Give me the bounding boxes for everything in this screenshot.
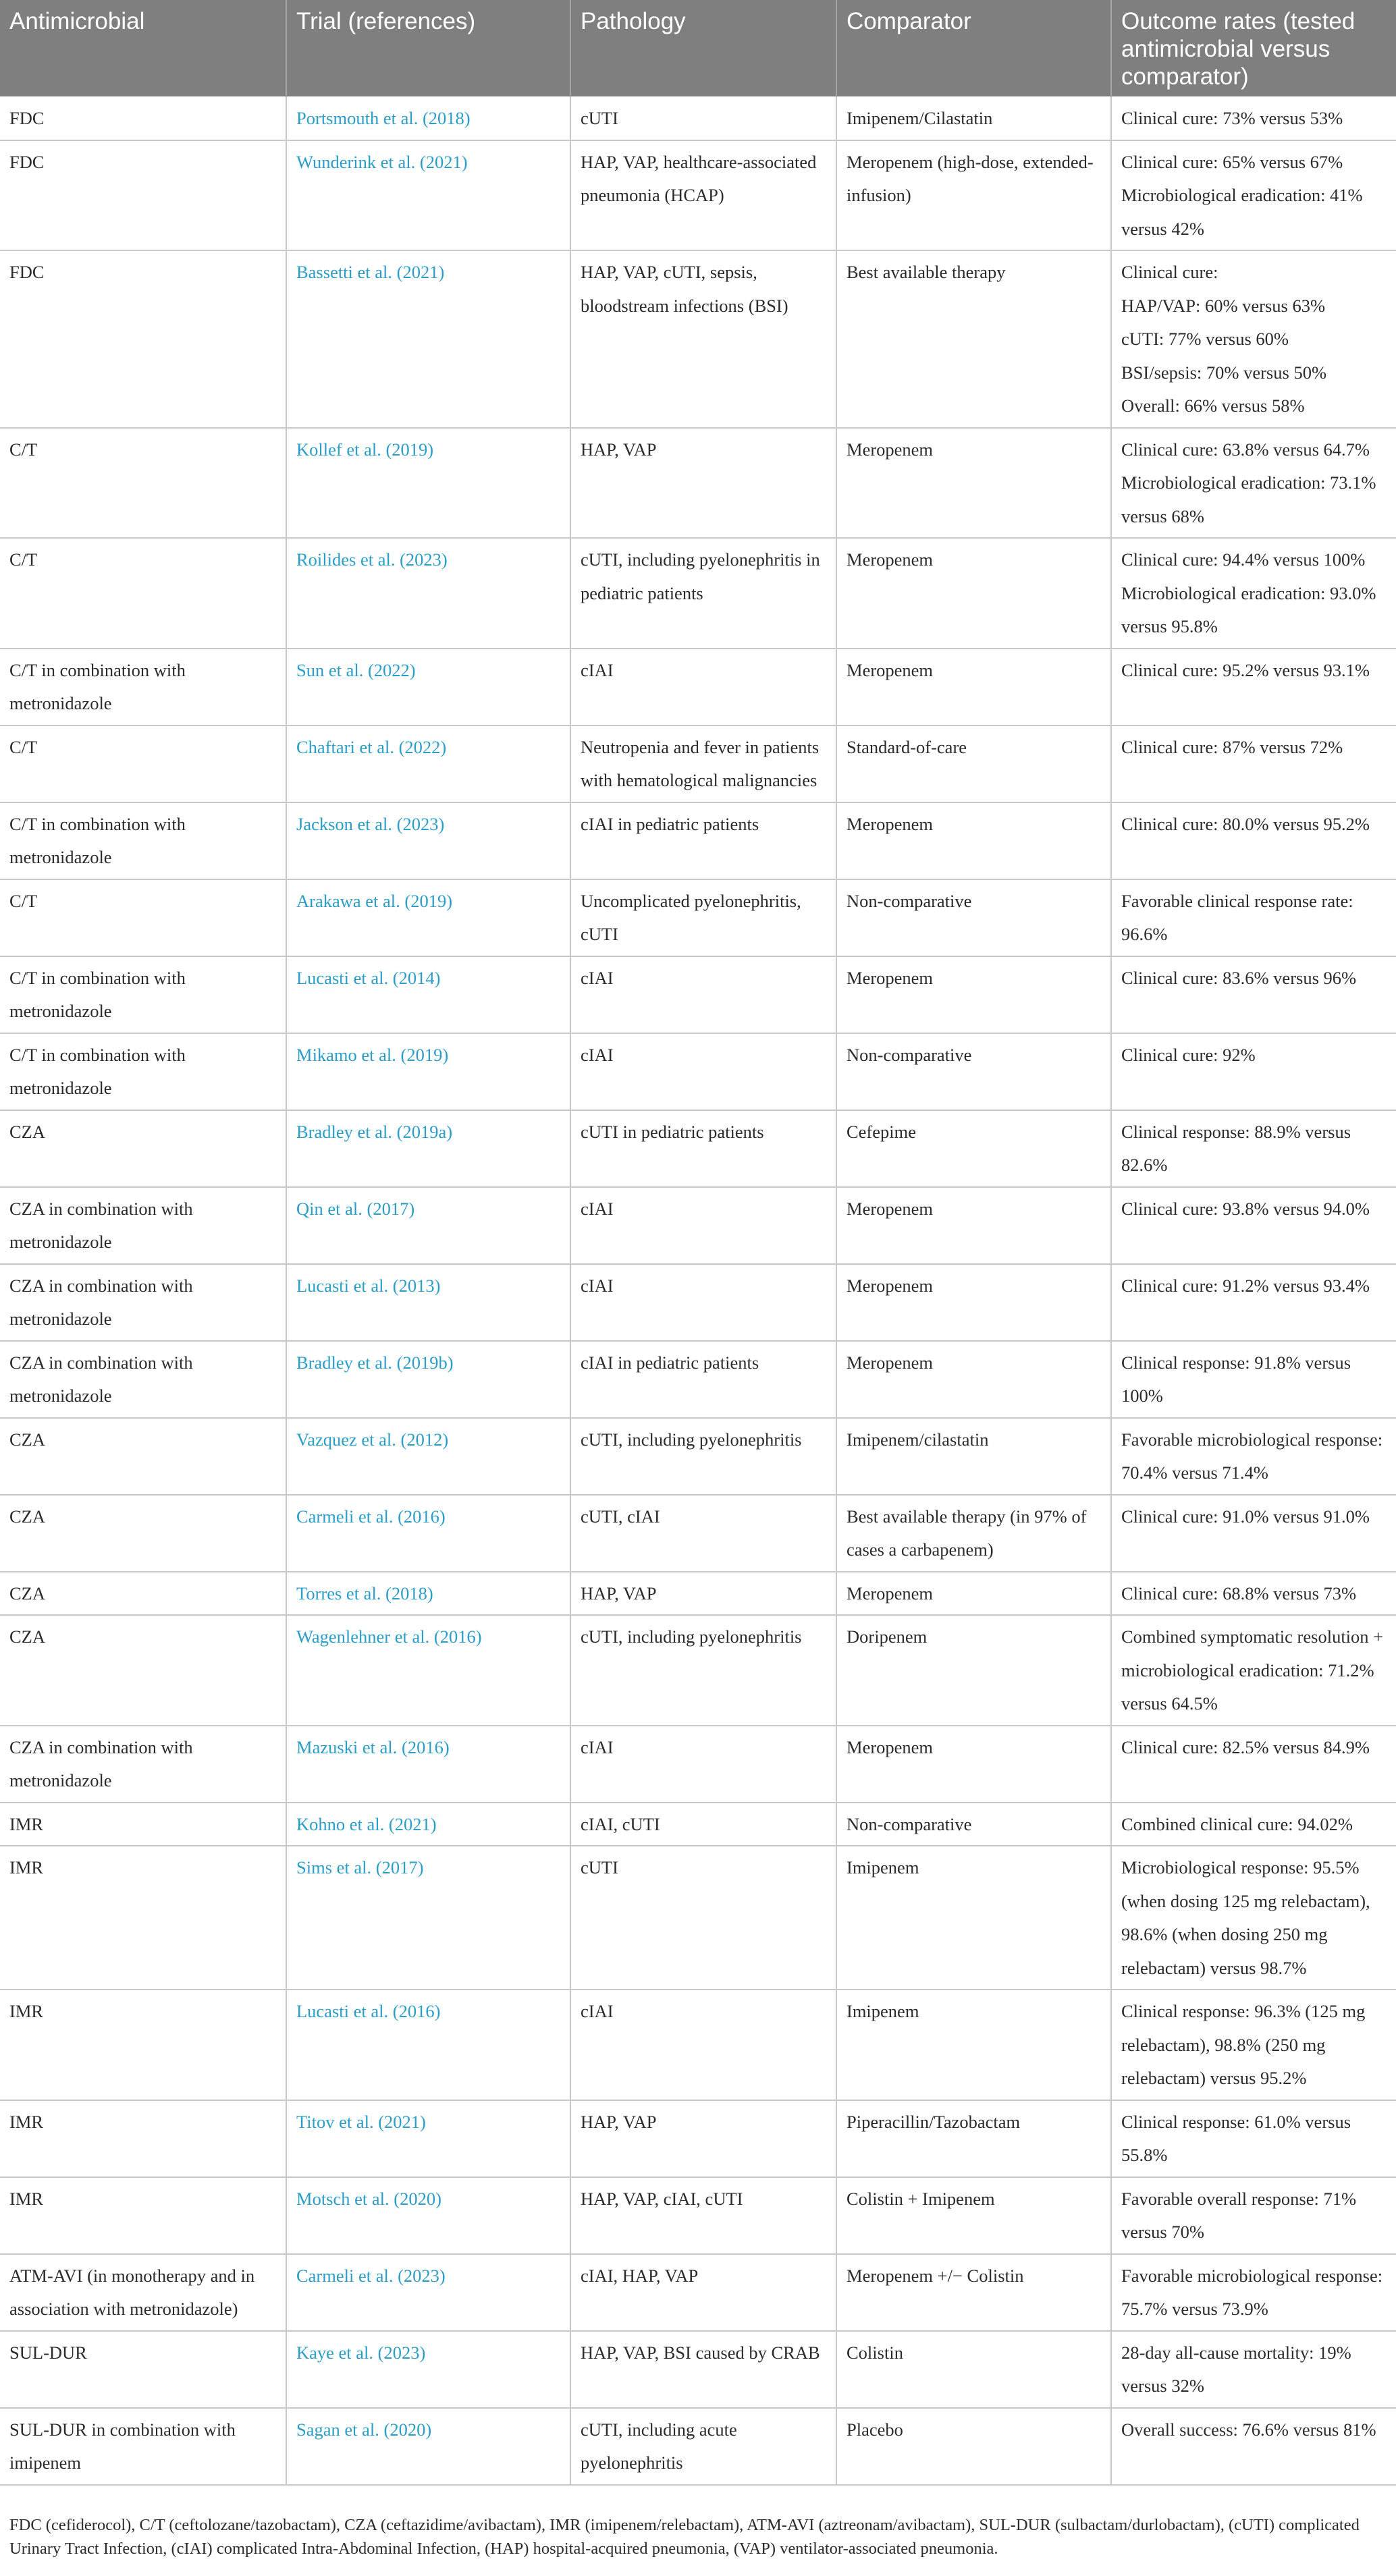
- outcome-line: Microbiological eradication: 93.0% versus 95.8%: [1121, 582, 1376, 636]
- cell-pathology: cUTI, including pyelonephritis in pediatric patients: [570, 538, 836, 649]
- table-row: [0, 2177, 1396, 2254]
- header-comparator: Comparator: [836, 0, 1111, 97]
- cell-trial-reference-link[interactable]: Qin et al. (2017): [286, 1187, 570, 1264]
- outcome-line: Clinical cure: 93.8% versus 94.0%: [1121, 1198, 1370, 1219]
- cell-trial-reference-link[interactable]: Roilides et al. (2023): [286, 538, 570, 649]
- outcome-line: 28-day all-cause mortality: 19% versus 32%: [1121, 2342, 1351, 2396]
- cell-outcome: [1111, 802, 1396, 879]
- cell-pathology: HAP, VAP, cUTI, sepsis, bloodstream infections (BSI): [570, 250, 836, 428]
- outcome-line: Clinical cure: 82.5% versus 84.9%: [1121, 1736, 1370, 1757]
- cell-trial-reference-link[interactable]: Bradley et al. (2019b): [286, 1341, 570, 1418]
- table-row: [0, 956, 1396, 1033]
- cell-pathology: cUTI, including pyelonephritis: [570, 1615, 836, 1726]
- cell-trial-reference-link[interactable]: Sun et al. (2022): [286, 649, 570, 725]
- table-row: [0, 140, 1396, 251]
- outcome-line: Combined clinical cure: 94.02%: [1121, 1813, 1353, 1834]
- cell-pathology: cIAI: [570, 1726, 836, 1803]
- cell-comparator: Meropenem +/− Colistin: [836, 2254, 1111, 2331]
- cell-antimicrobial: CZA in combination with metronidazole: [0, 1187, 286, 1264]
- table-row: [0, 879, 1396, 956]
- outcome-line: Clinical cure: 94.4% versus 100%: [1121, 549, 1366, 570]
- table-row: [0, 2254, 1396, 2331]
- cell-comparator: Placebo: [836, 2408, 1111, 2485]
- cell-trial-reference-link[interactable]: Torres et al. (2018): [286, 1572, 570, 1616]
- cell-pathology: cIAI: [570, 956, 836, 1033]
- cell-comparator: Meropenem: [836, 1726, 1111, 1803]
- table-row: [0, 1110, 1396, 1187]
- cell-trial-reference-link[interactable]: Lucasti et al. (2013): [286, 1264, 570, 1341]
- cell-outcome: [1111, 97, 1396, 140]
- outcome-line: Clinical response: 96.3% (125 mg relebactam), 98.8% (250 mg relebactam) versus 95.2%: [1121, 2001, 1366, 2088]
- table-row: [0, 1572, 1396, 1616]
- cell-pathology: Neutropenia and fever in patients with hematological malignancies: [570, 725, 836, 802]
- table-row: [0, 1341, 1396, 1418]
- cell-pathology: cIAI: [570, 649, 836, 725]
- outcome-line: Favorable microbiological response: 75.7% versus 73.9%: [1121, 2265, 1383, 2319]
- cell-outcome: [1111, 140, 1396, 251]
- cell-outcome: [1111, 250, 1396, 428]
- cell-trial-reference-link[interactable]: Wunderink et al. (2021): [286, 140, 570, 251]
- cell-antimicrobial: C/T in combination with metronidazole: [0, 956, 286, 1033]
- header-pathology: Pathology: [570, 0, 836, 97]
- cell-pathology: HAP, VAP, cIAI, cUTI: [570, 2177, 836, 2254]
- cell-antimicrobial: IMR: [0, 1990, 286, 2100]
- outcome-line: BSI/sepsis: 70% versus 50%: [1121, 362, 1327, 383]
- outcome-line: Clinical cure: 73% versus 53%: [1121, 108, 1343, 128]
- cell-pathology: cUTI, including pyelonephritis: [570, 1418, 836, 1495]
- cell-pathology: cIAI: [570, 1990, 836, 2100]
- cell-antimicrobial: FDC: [0, 97, 286, 140]
- cell-trial-reference-link[interactable]: Carmeli et al. (2016): [286, 1495, 570, 1572]
- cell-antimicrobial: C/T: [0, 725, 286, 802]
- cell-trial-reference-link[interactable]: Mazuski et al. (2016): [286, 1726, 570, 1803]
- outcome-line: Favorable overall response: 71% versus 70%: [1121, 2188, 1357, 2242]
- cell-antimicrobial: CZA: [0, 1572, 286, 1616]
- cell-outcome: [1111, 1726, 1396, 1803]
- cell-pathology: cUTI, including acute pyelonephritis: [570, 2408, 836, 2485]
- table-row: [0, 2100, 1396, 2177]
- cell-pathology: cIAI: [570, 1264, 836, 1341]
- header-row: [0, 0, 1396, 97]
- cell-pathology: Uncomplicated pyelonephritis, cUTI: [570, 879, 836, 956]
- outcome-line: HAP/VAP: 60% versus 63%: [1121, 295, 1326, 316]
- cell-comparator: Best available therapy (in 97% of cases a carbapenem): [836, 1495, 1111, 1572]
- cell-comparator: Meropenem: [836, 1264, 1111, 1341]
- cell-antimicrobial: CZA: [0, 1418, 286, 1495]
- table-row: [0, 1726, 1396, 1803]
- cell-pathology: cIAI, cUTI: [570, 1803, 836, 1846]
- outcome-line: Clinical cure: 63.8% versus 64.7%: [1121, 439, 1370, 460]
- cell-trial-reference-link[interactable]: Chaftari et al. (2022): [286, 725, 570, 802]
- table-row: [0, 538, 1396, 649]
- table-row: [0, 2331, 1396, 2408]
- outcome-line: Combined symptomatic resolution + microbiological eradication: 71.2% versus 64.5%: [1121, 1626, 1384, 1714]
- cell-antimicrobial: FDC: [0, 140, 286, 251]
- table-row: [0, 1803, 1396, 1846]
- cell-outcome: [1111, 1990, 1396, 2100]
- cell-outcome: [1111, 1110, 1396, 1187]
- cell-outcome: [1111, 649, 1396, 725]
- table-row: [0, 250, 1396, 428]
- cell-trial-reference-link[interactable]: Sims et al. (2017): [286, 1846, 570, 1990]
- cell-pathology: cUTI: [570, 1846, 836, 1990]
- cell-pathology: cIAI, HAP, VAP: [570, 2254, 836, 2331]
- outcome-line: Clinical cure: 91.0% versus 91.0%: [1121, 1506, 1370, 1527]
- cell-comparator: Piperacillin/Tazobactam: [836, 2100, 1111, 2177]
- outcome-line: Clinical cure: 87% versus 72%: [1121, 736, 1343, 757]
- outcome-line: Clinical response: 88.9% versus 82.6%: [1121, 1121, 1351, 1175]
- cell-comparator: Meropenem: [836, 1341, 1111, 1418]
- cell-outcome: [1111, 2100, 1396, 2177]
- cell-outcome: [1111, 538, 1396, 649]
- cell-outcome: [1111, 1187, 1396, 1264]
- cell-antimicrobial: C/T in combination with metronidazole: [0, 802, 286, 879]
- cell-trial-reference-link[interactable]: Bassetti et al. (2021): [286, 250, 570, 428]
- table-row: [0, 1033, 1396, 1110]
- cell-pathology: HAP, VAP, healthcare-associated pneumonia (HCAP): [570, 140, 836, 251]
- cell-outcome: [1111, 1341, 1396, 1418]
- cell-antimicrobial: IMR: [0, 1846, 286, 1990]
- cell-antimicrobial: IMR: [0, 1803, 286, 1846]
- outcome-line: Clinical cure: 68.8% versus 73%: [1121, 1583, 1357, 1604]
- outcome-line: Clinical cure: 65% versus 67% Microbiological eradication: 41% versus 42%: [1121, 151, 1363, 239]
- cell-outcome: [1111, 1572, 1396, 1616]
- cell-pathology: cIAI in pediatric patients: [570, 802, 836, 879]
- cell-outcome: [1111, 1615, 1396, 1726]
- outcome-line: Overall: 66% versus 58%: [1121, 395, 1305, 416]
- cell-pathology: cIAI: [570, 1033, 836, 1110]
- cell-trial-reference-link[interactable]: Portsmouth et al. (2018): [286, 97, 570, 140]
- outcome-line: Favorable microbiological response: 70.4% versus 71.4%: [1121, 1429, 1383, 1483]
- cell-antimicrobial: C/T in combination with metronidazole: [0, 649, 286, 725]
- cell-comparator: Doripenem: [836, 1615, 1111, 1726]
- cell-outcome: [1111, 956, 1396, 1033]
- cell-trial-reference-link[interactable]: Motsch et al. (2020): [286, 2177, 570, 2254]
- cell-outcome: [1111, 428, 1396, 539]
- cell-trial-reference-link[interactable]: Lucasti et al. (2016): [286, 1990, 570, 2100]
- cell-comparator: Non-comparative: [836, 1803, 1111, 1846]
- cell-comparator: Meropenem: [836, 802, 1111, 879]
- cell-pathology: cUTI in pediatric patients: [570, 1110, 836, 1187]
- outcome-line: Clinical response: 61.0% versus 55.8%: [1121, 2111, 1351, 2165]
- table-body: [0, 97, 1396, 2485]
- cell-antimicrobial: FDC: [0, 250, 286, 428]
- table-row: [0, 428, 1396, 539]
- cell-outcome: [1111, 2254, 1396, 2331]
- cell-trial-reference-link[interactable]: Lucasti et al. (2014): [286, 956, 570, 1033]
- cell-outcome: [1111, 1846, 1396, 1990]
- cell-outcome: [1111, 879, 1396, 956]
- outcome-line: Clinical cure: 95.2% versus 93.1%: [1121, 659, 1370, 680]
- cell-antimicrobial: CZA in combination with metronidazole: [0, 1264, 286, 1341]
- cell-outcome: [1111, 1803, 1396, 1846]
- cell-outcome: [1111, 1264, 1396, 1341]
- table-row: [0, 1495, 1396, 1572]
- cell-antimicrobial: C/T: [0, 428, 286, 539]
- cell-pathology: HAP, VAP, BSI caused by CRAB: [570, 2331, 836, 2408]
- table-row: [0, 725, 1396, 802]
- cell-antimicrobial: C/T: [0, 879, 286, 956]
- cell-comparator: Meropenem: [836, 1572, 1111, 1616]
- cell-comparator: Meropenem: [836, 538, 1111, 649]
- table-header: [0, 0, 1396, 97]
- outcome-line: Clinical cure: 83.6% versus 96%: [1121, 967, 1357, 988]
- outcome-line: Microbiological response: 95.5% (when dosing 125 mg relebactam), 98.6% (when dosing 250 mg relebactam) versus 98.7%: [1121, 1857, 1370, 1978]
- cell-outcome: [1111, 725, 1396, 802]
- cell-trial-reference-link[interactable]: Wagenlehner et al. (2016): [286, 1615, 570, 1726]
- cell-comparator: Meropenem: [836, 956, 1111, 1033]
- cell-pathology: cIAI: [570, 1187, 836, 1264]
- cell-outcome: [1111, 2331, 1396, 2408]
- table-row: [0, 1264, 1396, 1341]
- outcome-line: Clinical cure: 80.0% versus 95.2%: [1121, 813, 1370, 834]
- cell-comparator: Meropenem: [836, 1187, 1111, 1264]
- outcome-line: cUTI: 77% versus 60%: [1121, 329, 1289, 349]
- outcome-line: Overall success: 76.6% versus 81%: [1121, 2419, 1376, 2440]
- table-row: [0, 802, 1396, 879]
- header-antimicrobial: Antimicrobial: [0, 0, 286, 97]
- cell-trial-reference-link[interactable]: Bradley et al. (2019a): [286, 1110, 570, 1187]
- cell-pathology: HAP, VAP: [570, 2100, 836, 2177]
- cell-comparator: Meropenem (high-dose, extended-infusion): [836, 140, 1111, 251]
- table-row: [0, 97, 1396, 140]
- cell-comparator: Imipenem/cilastatin: [836, 1418, 1111, 1495]
- outcome-line: Microbiological eradication: 73.1% versus 68%: [1121, 472, 1376, 526]
- cell-antimicrobial: IMR: [0, 2100, 286, 2177]
- table-row: [0, 1418, 1396, 1495]
- cell-pathology: HAP, VAP: [570, 428, 836, 539]
- outcome-line: Clinical cure: 91.2% versus 93.4%: [1121, 1275, 1370, 1296]
- cell-comparator: Non-comparative: [836, 1033, 1111, 1110]
- cell-trial-reference-link[interactable]: Kollef et al. (2019): [286, 428, 570, 539]
- cell-pathology: HAP, VAP: [570, 1572, 836, 1616]
- cell-trial-reference-link[interactable]: Titov et al. (2021): [286, 2100, 570, 2177]
- cell-antimicrobial: IMR: [0, 2177, 286, 2254]
- cell-trial-reference-link[interactable]: Kaye et al. (2023): [286, 2331, 570, 2408]
- cell-comparator: Imipenem: [836, 1990, 1111, 2100]
- outcome-line: Clinical cure: 92%: [1121, 1044, 1256, 1065]
- cell-comparator: Best available therapy: [836, 250, 1111, 428]
- cell-antimicrobial: CZA: [0, 1110, 286, 1187]
- cell-trial-reference-link[interactable]: Vazquez et al. (2012): [286, 1418, 570, 1495]
- cell-comparator: Colistin + Imipenem: [836, 2177, 1111, 2254]
- cell-antimicrobial: SUL-DUR: [0, 2331, 286, 2408]
- cell-trial-reference-link[interactable]: Carmeli et al. (2023): [286, 2254, 570, 2331]
- table-row: [0, 1615, 1396, 1726]
- cell-outcome: [1111, 1033, 1396, 1110]
- cell-comparator: Standard-of-care: [836, 725, 1111, 802]
- cell-trial-reference-link[interactable]: Mikamo et al. (2019): [286, 1033, 570, 1110]
- cell-comparator: Meropenem: [836, 649, 1111, 725]
- table-row: [0, 1187, 1396, 1264]
- outcome-line: Clinical cure:: [1121, 262, 1218, 282]
- cell-antimicrobial: SUL-DUR in combination with imipenem: [0, 2408, 286, 2485]
- header-outcome: Outcome rates (tested antimicrobial versus comparator): [1111, 0, 1396, 97]
- cell-comparator: Imipenem/Cilastatin: [836, 97, 1111, 140]
- cell-trial-reference-link[interactable]: Jackson et al. (2023): [286, 802, 570, 879]
- outcome-line: Favorable clinical response rate: 96.6%: [1121, 890, 1353, 944]
- cell-comparator: Meropenem: [836, 428, 1111, 539]
- cell-comparator: Colistin: [836, 2331, 1111, 2408]
- cell-outcome: [1111, 2408, 1396, 2485]
- cell-antimicrobial: CZA in combination with metronidazole: [0, 1726, 286, 1803]
- cell-outcome: [1111, 2177, 1396, 2254]
- outcome-line: Clinical response: 91.8% versus 100%: [1121, 1352, 1351, 1406]
- cell-outcome: [1111, 1495, 1396, 1572]
- table-row: [0, 1846, 1396, 1990]
- cell-antimicrobial: C/T: [0, 538, 286, 649]
- cell-antimicrobial: CZA: [0, 1495, 286, 1572]
- cell-antimicrobial: C/T in combination with metronidazole: [0, 1033, 286, 1110]
- cell-comparator: Imipenem: [836, 1846, 1111, 1990]
- cell-trial-reference-link[interactable]: Arakawa et al. (2019): [286, 879, 570, 956]
- cell-outcome: [1111, 1418, 1396, 1495]
- cell-comparator: Cefepime: [836, 1110, 1111, 1187]
- table-row: [0, 1990, 1396, 2100]
- table-row: [0, 2408, 1396, 2485]
- cell-pathology: cUTI: [570, 97, 836, 140]
- cell-antimicrobial: ATM-AVI (in monotherapy and in association with metronidazole): [0, 2254, 286, 2331]
- cell-pathology: cIAI in pediatric patients: [570, 1341, 836, 1418]
- cell-trial-reference-link[interactable]: Kohno et al. (2021): [286, 1803, 570, 1846]
- table-row: [0, 649, 1396, 725]
- cell-comparator: Non-comparative: [836, 879, 1111, 956]
- cell-antimicrobial: CZA: [0, 1615, 286, 1726]
- cell-antimicrobial: CZA in combination with metronidazole: [0, 1341, 286, 1418]
- cell-pathology: cUTI, cIAI: [570, 1495, 836, 1572]
- cell-trial-reference-link[interactable]: Sagan et al. (2020): [286, 2408, 570, 2485]
- header-trial: Trial (references): [286, 0, 570, 97]
- table-footnote: FDC (cefiderocol), C/T (ceftolozane/tazobactam), CZA (ceftazidime/avibactam), IMR (imipenem/relebactam), ATM-AVI (aztreonam/avibactam), SUL-DUR (sulbactam/durlobactam), (cUTI) complicated Urinary Tract Infection, (cIAI) complicated Intra-Abdominal Infection, (HAP) hospital-acquired pneumonia, (VAP) ventilator-associated pneumonia.: [9, 2516, 1360, 2558]
